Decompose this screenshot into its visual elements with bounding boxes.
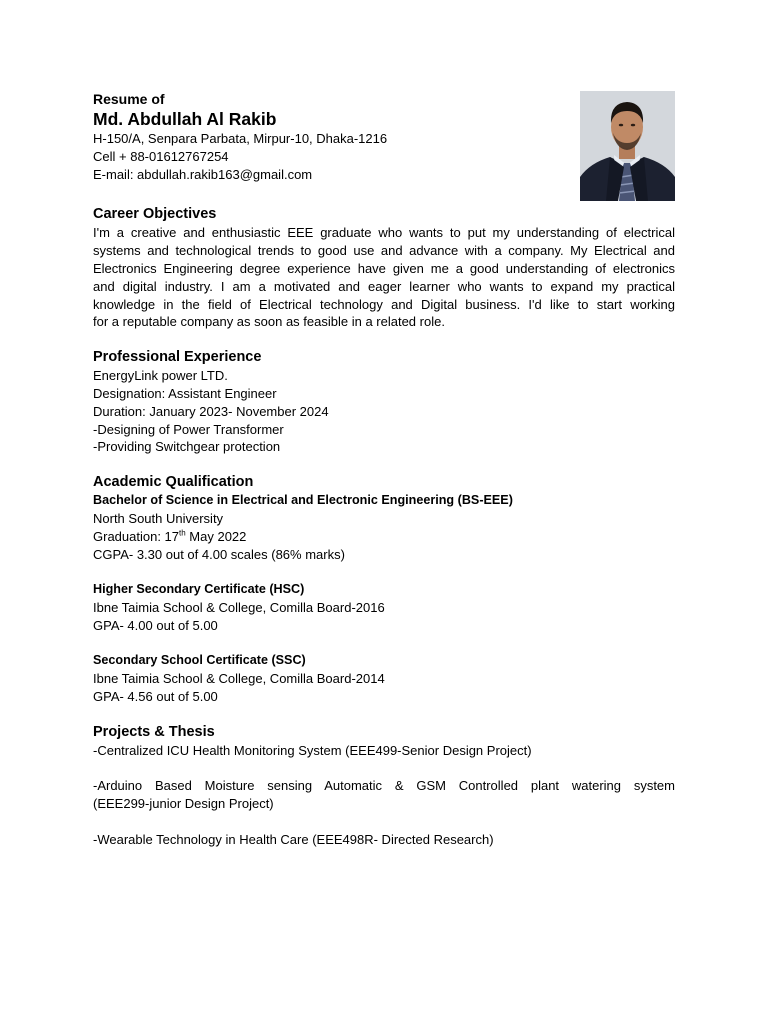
- email: E-mail: abdullah.rakib163@gmail.com: [93, 166, 313, 182]
- career-objectives-heading: Career Objectives: [93, 206, 217, 223]
- career-line: Electronics Engineering degree experience have given me a good understanding of electronics: [93, 260, 675, 276]
- cell-phone: Cell + 88-01612767254: [93, 148, 229, 164]
- hsc-degree: Higher Secondary Certificate (HSC): [93, 582, 305, 597]
- career-line: for a reputable company as soon as feasible in a related role.: [93, 314, 445, 330]
- project-item: -Centralized ICU Health Monitoring System (EEE499-Senior Design Project): [93, 742, 532, 758]
- candidate-name: Md. Abdullah Al Rakib: [93, 109, 277, 129]
- company: EnergyLink power LTD.: [93, 368, 228, 384]
- career-line: knowledge in the field of Electrical technology and Digital business. I'd like to start working: [93, 296, 675, 312]
- career-line: I'm a creative and enthusiastic EEE graduate who wants to put my understanding of electrical: [93, 225, 675, 241]
- projects-thesis-heading: Projects & Thesis: [93, 723, 215, 740]
- project-item: -Arduino Based Moisture sensing Automatic & GSM Controlled plant watering system: [93, 778, 675, 794]
- bsc-institution: North South University: [93, 510, 224, 526]
- bsc-cgpa: CGPA- 3.30 out of 4.00 scales (86% marks): [93, 546, 345, 562]
- resume-document: [93, 90, 675, 849]
- project-item: -Wearable Technology in Health Care (EEE498R- Directed Research): [93, 831, 494, 847]
- ssc-degree: Secondary School Certificate (SSC): [93, 653, 306, 668]
- ssc-gpa: GPA- 4.56 out of 5.00: [93, 688, 218, 704]
- professional-experience-heading: Professional Experience: [93, 349, 262, 366]
- graduation-superscript: th: [179, 528, 186, 538]
- resume-of-label: Resume of: [93, 91, 165, 107]
- career-line: systems and technological trends to good use and advance with a company. My Electrical and: [93, 243, 675, 259]
- academic-qualification-heading: Academic Qualification: [93, 474, 254, 491]
- graduation-suffix: May 2022: [185, 528, 247, 544]
- bsc-graduation: [93, 528, 675, 546]
- duration: Duration: January 2023- November 2024: [93, 403, 329, 419]
- bsc-degree: Bachelor of Science in Electrical and Electronic Engineering (BS-EEE): [93, 493, 513, 508]
- task-item: -Designing of Power Transformer: [93, 421, 284, 437]
- designation: Designation: Assistant Engineer: [93, 385, 277, 401]
- address: H-150/A, Senpara Parbata, Mirpur-10, Dhaka-1216: [93, 131, 388, 146]
- project-item-continued: (EEE299-junior Design Project): [93, 796, 274, 812]
- graduation-prefix: Graduation: 17: [93, 528, 180, 544]
- career-line: and digital industry. I am a motivated and eager learner who wants to expand my practical: [93, 278, 675, 294]
- hsc-gpa: GPA- 4.00 out of 5.00: [93, 617, 218, 633]
- hsc-institution: Ibne Taimia School & College, Comilla Board-2016: [93, 599, 385, 615]
- ssc-institution: Ibne Taimia School & College, Comilla Board-2014: [93, 671, 385, 687]
- career-objectives-text: [93, 224, 675, 331]
- task-item: -Providing Switchgear protection: [93, 439, 281, 455]
